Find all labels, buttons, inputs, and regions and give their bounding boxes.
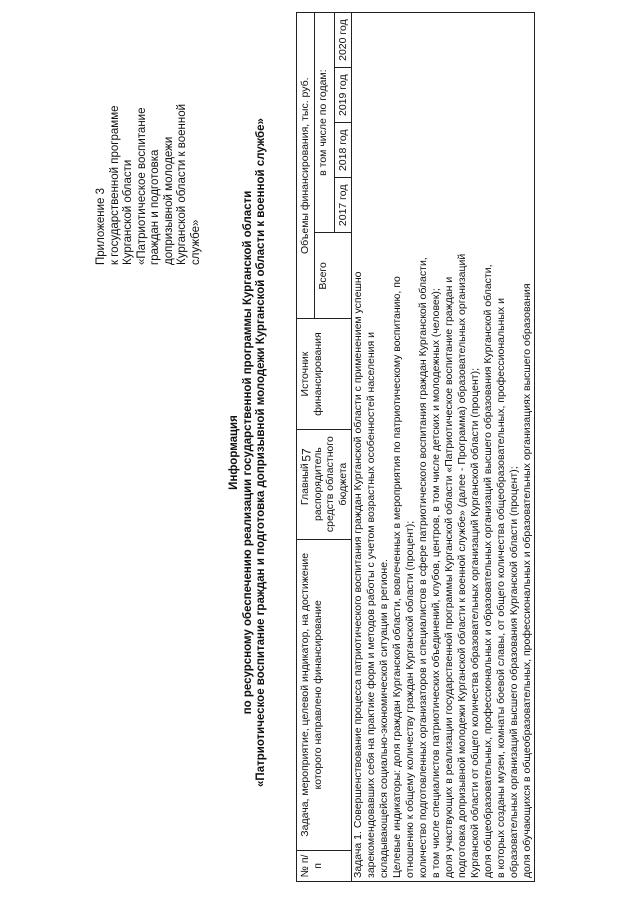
header-total: Всего bbox=[314, 233, 352, 319]
header-num: № п/п bbox=[297, 850, 352, 881]
task-line: Задача 1. Совершенствование процесса патриотического воспитания граждан Курганской области с применением успешно bbox=[352, 271, 364, 878]
header-manager: Главный распорядитель средств областного бюджета bbox=[297, 429, 352, 539]
title-line: по ресурсному обеспечению реализации государственной программы Курганской области bbox=[241, 190, 254, 715]
annex-line: к государственной программе bbox=[108, 105, 121, 265]
funding-table bbox=[296, 12, 535, 882]
task-line: Целевые индикаторы: доля граждан Курганской области, вовлеченных в мероприятия по патриотическому воспитанию, по bbox=[391, 276, 403, 878]
task-line: складывающейся социально-экономической ситуации в регионе. bbox=[378, 559, 390, 878]
header-year: 2018 год bbox=[334, 123, 352, 178]
task-line: подготовка допризывной молодежи Курганской области к военной службе» (далее - Программа) образовательных организаций bbox=[456, 253, 468, 878]
annex-line: службе» bbox=[189, 219, 202, 265]
title-line: «Патриотическое воспитание граждан и подготовка допризывной молодежи Курганской области к военной службе» bbox=[255, 118, 267, 787]
annex-line: Курганской области к военной bbox=[176, 103, 188, 265]
annex-line: Курганской области bbox=[122, 159, 134, 265]
header-by-years: в том числе по годам: bbox=[314, 13, 334, 233]
task-line: образовательных организаций высшего образования Курганской области (процент); bbox=[508, 466, 520, 878]
task-line: доля участвующих в реализации государственной программы Курганской области «Патриотическое воспитание граждан и bbox=[443, 276, 455, 878]
task-line: доля общеобразовательных, профессиональных и образовательных организаций высшего образования Курганской области, bbox=[482, 264, 494, 878]
task-line: зарекомендовавших себя на практике форм и методов работы с учетом возрастных особенностей населения и bbox=[365, 331, 377, 878]
task-line: количество подготовленных организаторов и специалистов в сфере патриотического воспитания граждан Курганской области, bbox=[417, 257, 429, 878]
header-task: Задача, мероприятие, целевой индикатор, на достижение которого направлено финансирование bbox=[297, 539, 352, 850]
task-line: в том числе специалистов патриотических объединений, клубов, центров, в том числе детских и молодежных (человек); bbox=[430, 288, 442, 878]
annex-line: «Патриотическое воспитание bbox=[135, 107, 148, 265]
annex-line: Приложение 3 bbox=[95, 187, 107, 265]
header-volumes: Объемы финансирования, тыс. руб. bbox=[297, 13, 315, 319]
task-line: отношению к общему количеству граждан Курганской области (процент); bbox=[404, 520, 416, 878]
header-year: 2020 год bbox=[334, 13, 352, 68]
annex-line: граждан и подготовка bbox=[149, 149, 161, 265]
document-title bbox=[228, 0, 269, 905]
header-year: 2019 год bbox=[334, 68, 352, 123]
annex-block bbox=[95, 20, 203, 265]
annex-line: допризывной молодежи bbox=[162, 136, 175, 265]
task-line: Курганской области от общего количества образовательных организаций Курганской области (процент); bbox=[469, 367, 481, 878]
header-year: 2017 год bbox=[334, 178, 352, 233]
title-line: Информация bbox=[228, 415, 240, 490]
header-source: Источник финансирования bbox=[297, 319, 352, 429]
task-cell bbox=[352, 13, 535, 882]
task-line: в которых созданы музеи, комнаты боевой славы, от общего количества общеобразовательных, профессиональных и bbox=[495, 298, 507, 878]
task-line: доля обучающихся в общеобразовательных, профессиональных и образовательных организациях высшего образования bbox=[521, 283, 533, 878]
page-number: 57 bbox=[299, 448, 314, 462]
